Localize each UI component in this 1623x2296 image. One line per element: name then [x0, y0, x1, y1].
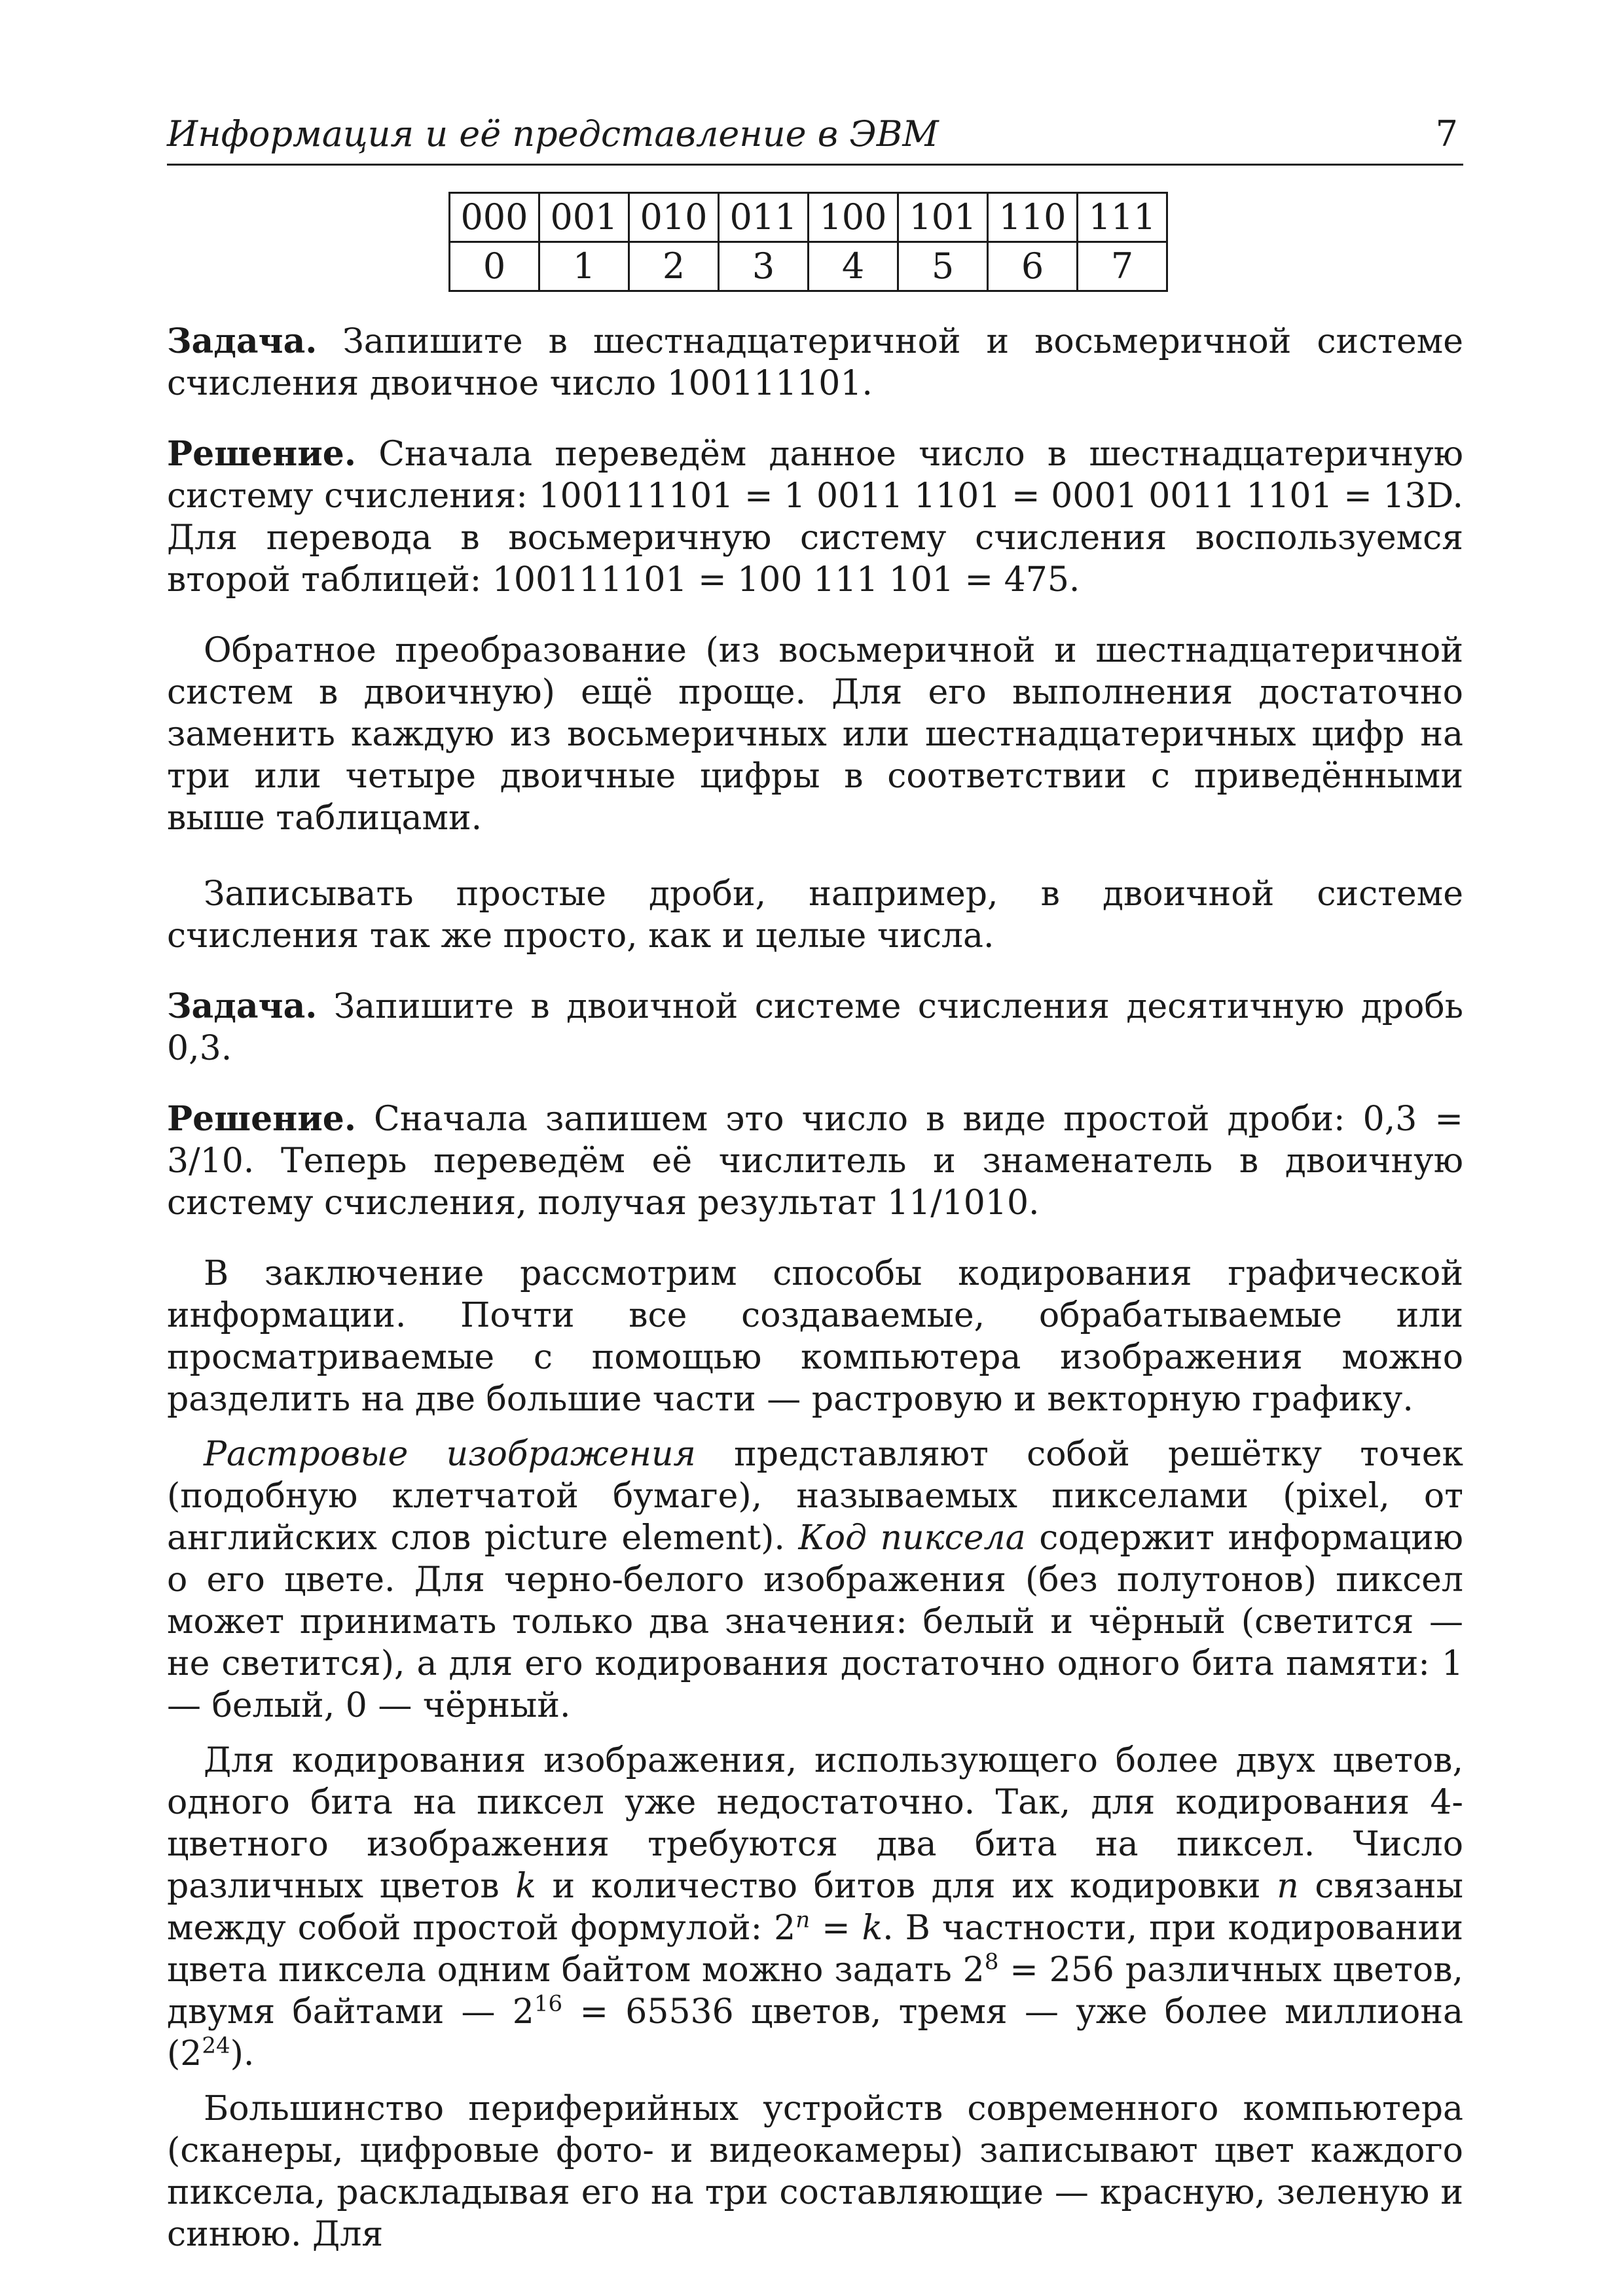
solution-label: Решение.	[167, 434, 356, 474]
solution-text: Сначала запишем это число в виде простой дроби: 0,3 = 3/10. Теперь переведём её числитель и знаменатель в двоичную систему счисления, получая результат 11/1010.	[167, 1100, 1463, 1223]
graphics-paragraph: В заключение рассмотрим способы кодирования графической информации. Почти все создаваемые, обрабатываемые или просматриваемые с помощью компьютера изображения можно разделить на две большие части — растровую и векторную графику.	[167, 1254, 1463, 1419]
table-row-octal	[450, 242, 1167, 291]
raster-paragraph	[167, 1433, 1463, 1727]
colors-text: и количество битов для их кодировки	[536, 1867, 1277, 1906]
math-k: k	[862, 1909, 883, 1948]
reverse-conversion-paragraph: Обратное преобразование (из восьмеричной и шестнадцатеричной систем в двоичную) ещё проще. Для его выполнения достаточно заменить каждую из восьмеричных или шестнадцатеричных цифр на три или четыре двоичные цифры в соответствии с приведёнными выше таблицами.	[167, 631, 1463, 838]
page-number: 7	[1435, 113, 1458, 154]
math-n: n	[1277, 1867, 1299, 1906]
running-head	[167, 98, 1463, 166]
solution-paragraph-1	[167, 433, 1463, 601]
table-cell: 7	[1078, 242, 1167, 291]
math-exponent: 16	[534, 1990, 563, 2017]
colors-text: ).	[230, 2034, 255, 2073]
task-paragraph-1	[167, 321, 1463, 404]
table-cell: 3	[719, 242, 809, 291]
solution-paragraph-2	[167, 1098, 1463, 1224]
math-k: k	[515, 1867, 536, 1906]
task-text: Запишите в двоичной системе счисления десятичную дробь 0,3.	[167, 987, 1463, 1068]
term-pixel-code: Код пиксела	[798, 1518, 1026, 1558]
table-cell: 2	[629, 242, 719, 291]
colors-text: Для кодирования изображения, использующего более двух цветов, одного бита на пиксел уже недостаточно. Так, для кодирования 4-цветного изображения требуются два бита на пиксел. Число различных цветов	[167, 1741, 1463, 1906]
colors-text: = 256 различных цветов, двумя байтами — 2	[167, 1950, 1463, 2032]
table-cell: 5	[898, 242, 988, 291]
raster-text-1: представляют собой решётку точек (подобную клетчатой бумаге), называемых пикселами (pixel, от английских слов picture element).	[167, 1435, 1463, 1558]
page	[167, 98, 1463, 2255]
math-exponent: 24	[202, 2032, 230, 2059]
fractions-paragraph: Записывать простые дроби, например, в двоичной системе счисления так же просто, как и целые числа.	[167, 874, 1463, 956]
table-cell: 111	[1078, 193, 1167, 242]
task-text: Запишите в шестнадцатеричной и восьмеричной системе счисления двоичное число 100111101.	[167, 322, 1463, 403]
math-exponent: 8	[984, 1948, 999, 1975]
binary-octal-table	[448, 192, 1168, 292]
table-cell: 4	[809, 242, 898, 291]
colors-text: = 65536 цветов, тремя — уже более миллиона (2	[167, 1992, 1464, 2073]
colors-text: =	[810, 1909, 862, 1948]
term-raster-images: Растровые изображения	[204, 1435, 696, 1474]
table-cell: 1	[539, 242, 629, 291]
solution-label: Решение.	[167, 1099, 356, 1139]
table-cell: 110	[988, 193, 1078, 242]
table-cell: 011	[719, 193, 809, 242]
table-row-binary	[450, 193, 1167, 242]
task-label: Задача.	[167, 321, 318, 361]
running-head-title: Информация и её представление в ЭВМ	[167, 113, 939, 154]
colors-paragraph	[167, 1740, 1463, 2075]
table-cell: 000	[450, 193, 539, 242]
task-label: Задача.	[167, 986, 318, 1026]
solution-text: Сначала переведём данное число в шестнадцатеричную систему счисления: 100111101 = 1 0011 1101 = 0001 0011 1101 = 13D. Для перевода в восьмеричную систему счисления воспользуемся второй таблицей: 100111101 = 100 111 101 = 475.	[167, 435, 1463, 600]
table-cell: 001	[539, 193, 629, 242]
devices-paragraph: Большинство периферийных устройств современного компьютера (сканеры, цифровые фото- и видеокамеры) записывают цвет каждого пиксела, раскладывая его на три составляющие — красную, зеленую и синюю. Для	[167, 2089, 1463, 2254]
colors-text: связаны между собой простой формулой: 2	[167, 1867, 1463, 1948]
table-cell: 0	[450, 242, 539, 291]
raster-text-2: содержит информацию о его цвете. Для черно-белого изображения (без полутонов) пиксел может принимать только два значения: белый и чёрный (светится — не светится), а для его кодирования достаточно одного бита памяти: 1 — белый, 0 — чёрный.	[167, 1518, 1463, 1725]
table-cell: 6	[988, 242, 1078, 291]
table-cell: 010	[629, 193, 719, 242]
table-cell: 101	[898, 193, 988, 242]
table-cell: 100	[809, 193, 898, 242]
math-exponent: n	[795, 1907, 811, 1933]
task-paragraph-2	[167, 986, 1463, 1069]
colors-text: . В частности, при кодировании цвета пиксела одним байтом можно задать 2	[167, 1909, 1463, 1990]
